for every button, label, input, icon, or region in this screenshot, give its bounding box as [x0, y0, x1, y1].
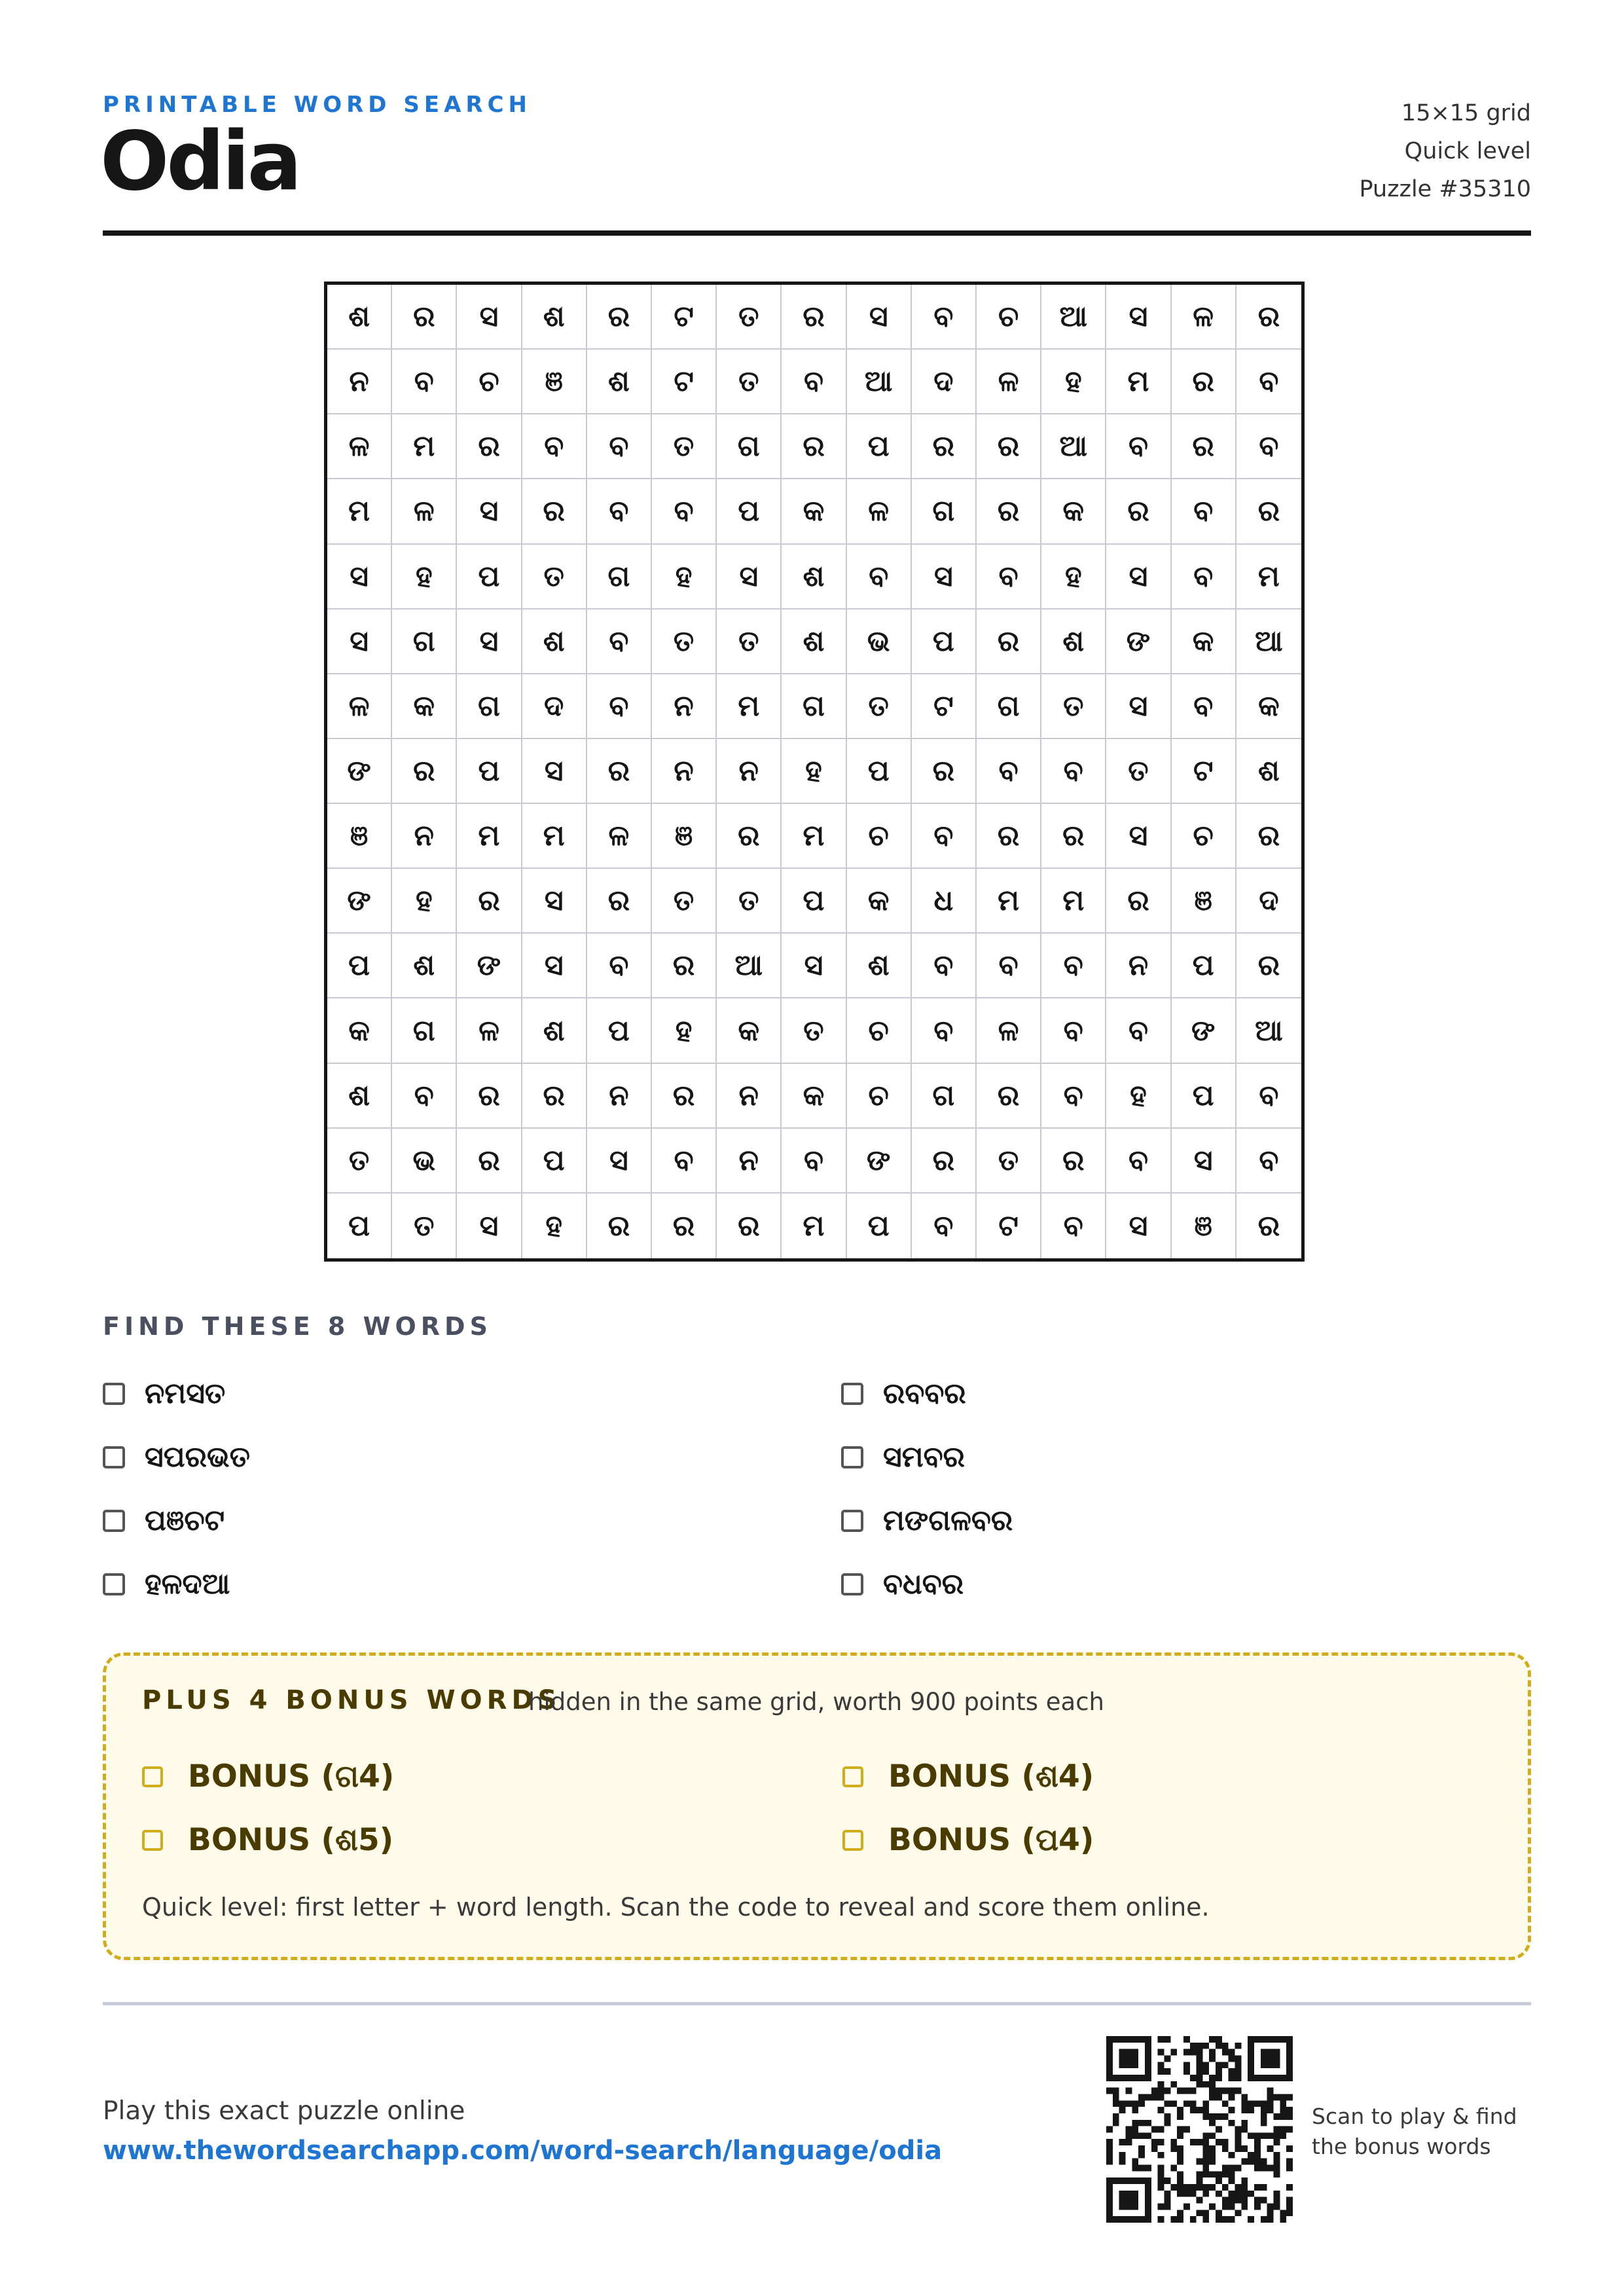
bonus-title: PLUS 4 BONUS WORDS [142, 1685, 562, 1715]
grid-cell[interactable]: ର [652, 1194, 717, 1258]
grid-cell[interactable]: ଳ [392, 479, 457, 544]
grid-cell[interactable]: ସ [1106, 1194, 1171, 1258]
grid-cell[interactable]: ବ [912, 998, 977, 1063]
grid-cell[interactable]: ତ [652, 869, 717, 934]
grid-cell[interactable]: ଶ [327, 285, 392, 350]
play-online-label: Play this exact puzzle online [103, 2096, 465, 2126]
grid-cell[interactable]: ବ [1236, 350, 1301, 414]
grid-cell[interactable]: ଳ [327, 674, 392, 739]
grid-cell[interactable]: ତ [717, 350, 782, 414]
grid-cell[interactable]: ସ [847, 285, 912, 350]
grid-cell[interactable]: ମ [1106, 350, 1171, 414]
grid-cell[interactable]: ସ [1106, 674, 1171, 739]
checkbox-icon[interactable] [841, 1573, 863, 1595]
checkbox-icon[interactable] [103, 1510, 125, 1532]
grid-cell[interactable]: ଶ [522, 998, 587, 1063]
puzzle-meta [1360, 94, 1531, 208]
grid-cell[interactable]: ଟ [912, 674, 977, 739]
grid-cell[interactable]: ପ [847, 739, 912, 804]
word-list-item[interactable] [103, 1489, 841, 1552]
grid-cell[interactable]: ର [1236, 479, 1301, 544]
qr-caption-line-1: Scan to play & find [1312, 2104, 1517, 2129]
grid-cell[interactable]: ଶ [782, 545, 846, 610]
word-label: ବଧବର [883, 1567, 964, 1601]
grid-cell[interactable]: ଚ [847, 998, 912, 1063]
bonus-word-label: BONUS (ଶ4) [888, 1758, 1094, 1795]
grid-cell[interactable]: ବ [587, 674, 652, 739]
grid-cell[interactable]: ଚ [847, 1064, 912, 1129]
grid-cell[interactable]: ସ [912, 545, 977, 610]
grid-cell[interactable]: ଞ [327, 804, 392, 869]
grid-cell[interactable]: ମ [977, 869, 1041, 934]
grid-cell[interactable]: ମ [717, 674, 782, 739]
grid-cell[interactable]: ବ [1041, 934, 1106, 998]
grid-cell[interactable]: ବ [1172, 674, 1236, 739]
grid-cell[interactable]: ପ [327, 934, 392, 998]
find-words-title: FIND THESE 8 WORDS [103, 1312, 492, 1341]
word-label: ମଙଗଳବର [883, 1504, 1013, 1537]
grid-cell[interactable]: କ [1236, 674, 1301, 739]
grid-cell[interactable]: କ [847, 869, 912, 934]
checkbox-icon[interactable] [103, 1573, 125, 1595]
grid-cell[interactable]: ର [1041, 1129, 1106, 1194]
grid-cell[interactable]: ଗ [912, 479, 977, 544]
grid-cell[interactable]: ବ [1106, 1129, 1171, 1194]
grid-cell[interactable]: ନ [717, 1064, 782, 1129]
grid-cell[interactable]: ବ [1236, 1064, 1301, 1129]
checkbox-icon[interactable] [841, 1510, 863, 1532]
word-label: ହଳଦଆ [145, 1567, 230, 1601]
grid-cell[interactable]: ବ [587, 610, 652, 674]
grid-cell[interactable]: ର [1041, 804, 1106, 869]
grid-cell[interactable]: ସ [717, 545, 782, 610]
grid-cell[interactable]: ପ [522, 1129, 587, 1194]
puzzle-url-link[interactable]: www.thewordsearchapp.com/word-search/language/odia [103, 2136, 943, 2166]
grid-cell[interactable]: ର [1106, 479, 1171, 544]
grid-cell[interactable]: ସ [1172, 1129, 1236, 1194]
grid-cell[interactable]: ପ [1172, 1064, 1236, 1129]
grid-cell[interactable]: ର [977, 1064, 1041, 1129]
grid-cell[interactable]: ଦ [912, 350, 977, 414]
grid-cell[interactable]: ଶ [782, 610, 846, 674]
grid-cell[interactable]: ର [457, 1064, 522, 1129]
word-list-item[interactable] [841, 1425, 1531, 1489]
bonus-word-label: BONUS (ଗ4) [188, 1758, 395, 1795]
grid-cell[interactable]: ଳ [457, 998, 522, 1063]
grid-cell[interactable]: ବ [587, 414, 652, 479]
grid-cell[interactable]: ବ [847, 545, 912, 610]
grid-cell[interactable]: ଞ [1172, 869, 1236, 934]
grid-cell[interactable]: ସ [457, 285, 522, 350]
grid-cell[interactable]: ଙ [327, 869, 392, 934]
grid-cell[interactable]: ପ [457, 739, 522, 804]
grid-cell[interactable]: ର [717, 804, 782, 869]
grid-cell[interactable]: ଶ [522, 610, 587, 674]
grid-cell[interactable]: ଞ [1172, 1194, 1236, 1258]
level-label: Quick level [1404, 138, 1531, 164]
grid-cell[interactable]: ର [522, 1064, 587, 1129]
grid-cell[interactable]: ଞ [652, 804, 717, 869]
grid-cell[interactable]: ତ [717, 610, 782, 674]
grid-cell[interactable]: ପ [717, 479, 782, 544]
grid-cell[interactable]: ହ [1041, 350, 1106, 414]
grid-cell[interactable]: ବ [652, 1129, 717, 1194]
grid-cell[interactable]: ଳ [587, 804, 652, 869]
grid-cell[interactable]: ବ [912, 285, 977, 350]
grid-cell[interactable]: ଗ [717, 414, 782, 479]
grid-cell[interactable]: ର [587, 869, 652, 934]
grid-cell[interactable]: କ [782, 1064, 846, 1129]
checkbox-icon[interactable] [103, 1383, 125, 1405]
grid-cell[interactable]: ତ [847, 674, 912, 739]
grid-cell[interactable]: ଙ [1172, 998, 1236, 1063]
word-list-item[interactable] [841, 1362, 1531, 1425]
grid-cell[interactable]: ର [1172, 414, 1236, 479]
grid-cell[interactable]: ଳ [1172, 285, 1236, 350]
word-list-item[interactable] [841, 1552, 1531, 1616]
word-list-item[interactable] [103, 1362, 841, 1425]
grid-cell[interactable]: କ [1172, 610, 1236, 674]
grid-cell[interactable]: ଟ [652, 285, 717, 350]
grid-cell[interactable]: ପ [457, 545, 522, 610]
bonus-word-item[interactable] [142, 1808, 842, 1872]
word-list-item[interactable] [841, 1489, 1531, 1552]
grid-cell[interactable]: ଶ [847, 934, 912, 998]
grid-cell[interactable]: ବ [977, 739, 1041, 804]
grid-cell[interactable]: ବ [912, 934, 977, 998]
grid-cell[interactable]: ହ [1106, 1064, 1171, 1129]
grid-cell[interactable]: ର [587, 1194, 652, 1258]
grid-cell[interactable]: ଚ [1172, 804, 1236, 869]
grid-cell[interactable]: ବ [782, 350, 846, 414]
grid-cell[interactable]: ନ [587, 1064, 652, 1129]
grid-cell[interactable]: ହ [392, 545, 457, 610]
grid-cell[interactable]: ମ [457, 804, 522, 869]
word-label: ସପରଭତ [145, 1440, 250, 1474]
grid-cell[interactable]: ଗ [457, 674, 522, 739]
grid-cell[interactable]: ବ [587, 934, 652, 998]
grid-cell[interactable]: ଟ [652, 350, 717, 414]
grid-cell[interactable]: ଶ [1041, 610, 1106, 674]
bonus-subtitle: hidden in the same grid, worth 900 points each [528, 1688, 1104, 1716]
grid-cell[interactable]: କ [717, 998, 782, 1063]
grid-cell[interactable]: ର [652, 1064, 717, 1129]
grid-cell[interactable]: ହ [652, 998, 717, 1063]
grid-cell[interactable]: ଶ [587, 350, 652, 414]
bonus-word-label: BONUS (ଶ5) [188, 1821, 394, 1858]
grid-cell[interactable]: ର [912, 414, 977, 479]
grid-cell[interactable]: ର [457, 414, 522, 479]
grid-cell[interactable]: ର [1106, 869, 1171, 934]
puzzle-number-label: Puzzle #35310 [1359, 176, 1531, 202]
grid-cell[interactable]: ଆ [717, 934, 782, 998]
grid-cell[interactable]: ଚ [457, 350, 522, 414]
grid-cell[interactable]: ଗ [392, 610, 457, 674]
grid-cell[interactable]: ତ [652, 414, 717, 479]
grid-cell[interactable]: ଦ [522, 674, 587, 739]
grid-cell[interactable]: ଆ [847, 350, 912, 414]
grid-cell[interactable]: ତ [782, 998, 846, 1063]
grid-cell[interactable]: ଶ [1236, 739, 1301, 804]
grid-cell[interactable]: ନ [652, 739, 717, 804]
grid-cell[interactable]: ର [392, 285, 457, 350]
grid-cell[interactable]: ଟ [977, 1194, 1041, 1258]
grid-cell[interactable]: ର [717, 1194, 782, 1258]
qr-caption-line-2: the bonus words [1312, 2134, 1491, 2159]
grid-cell[interactable]: ସ [1106, 545, 1171, 610]
grid-cell[interactable]: ଙ [847, 1129, 912, 1194]
grid-cell[interactable]: ତ [392, 1194, 457, 1258]
grid-cell[interactable]: ର [1236, 934, 1301, 998]
grid-cell[interactable]: ନ [652, 674, 717, 739]
grid-cell[interactable]: ମ [392, 414, 457, 479]
grid-cell[interactable]: ର [587, 739, 652, 804]
grid-cell[interactable]: ର [457, 869, 522, 934]
grid-cell[interactable]: ସ [1106, 285, 1171, 350]
word-list-item[interactable] [103, 1552, 841, 1616]
grid-cell[interactable]: ଳ [327, 414, 392, 479]
grid-cell[interactable]: ମ [782, 1194, 846, 1258]
grid-cell[interactable]: ବ [1236, 1129, 1301, 1194]
grid-cell[interactable]: ଧ [912, 869, 977, 934]
grid-cell[interactable]: ବ [977, 545, 1041, 610]
grid-cell[interactable]: ତ [717, 869, 782, 934]
grid-cell[interactable]: ବ [912, 804, 977, 869]
page-title: Odia [100, 115, 300, 209]
grid-cell[interactable]: ହ [392, 869, 457, 934]
grid-cell[interactable]: ର [652, 934, 717, 998]
grid-cell[interactable]: ନ [392, 804, 457, 869]
grid-cell[interactable]: ର [457, 1129, 522, 1194]
grid-cell[interactable]: ପ [912, 610, 977, 674]
grid-cell[interactable]: କ [327, 998, 392, 1063]
grid-cell[interactable]: ସ [1106, 804, 1171, 869]
grid-cell[interactable]: ତ [717, 285, 782, 350]
grid-cell[interactable]: ର [912, 1129, 977, 1194]
grid-cell[interactable]: ଶ [392, 934, 457, 998]
checkbox-icon[interactable] [142, 1766, 163, 1787]
grid-cell[interactable]: ସ [522, 869, 587, 934]
checkbox-icon[interactable] [142, 1830, 163, 1851]
grid-cell[interactable]: ସ [587, 1129, 652, 1194]
bonus-word-label: BONUS (ପ4) [888, 1821, 1094, 1858]
grid-cell[interactable]: ବ [1236, 414, 1301, 479]
word-list-item[interactable] [103, 1425, 841, 1489]
bonus-word-item[interactable] [142, 1745, 842, 1808]
grid-cell[interactable]: ସ [457, 1194, 522, 1258]
grid-cell[interactable]: ଳ [977, 350, 1041, 414]
word-list [103, 1362, 1531, 1616]
grid-cell[interactable]: ହ [652, 545, 717, 610]
grid-cell[interactable]: ଳ [977, 998, 1041, 1063]
grid-cell[interactable]: ତ [652, 610, 717, 674]
grid-cell[interactable]: ଦ [1236, 869, 1301, 934]
grid-cell[interactable]: ହ [522, 1194, 587, 1258]
word-label: ରବବର [883, 1377, 966, 1410]
qr-code-icon[interactable] [1106, 2036, 1293, 2223]
grid-cell[interactable]: ବ [652, 479, 717, 544]
grid-cell[interactable]: ର [1236, 804, 1301, 869]
letter-grid [324, 282, 1305, 1262]
grid-cell[interactable]: କ [782, 479, 846, 544]
grid-cell[interactable]: ବ [1172, 545, 1236, 610]
grid-cell[interactable]: ର [977, 414, 1041, 479]
grid-cell[interactable]: ବ [1106, 998, 1171, 1063]
word-label: ନମସତ [145, 1377, 226, 1410]
grid-cell[interactable]: ସ [327, 545, 392, 610]
grid-cell[interactable]: ସ [457, 610, 522, 674]
bonus-word-item[interactable] [842, 1745, 1517, 1808]
grid-cell[interactable]: ପ [782, 869, 846, 934]
grid-cell[interactable]: ଗ [912, 1064, 977, 1129]
grid-cell[interactable]: ପ [1172, 934, 1236, 998]
grid-cell[interactable]: ବ [392, 1064, 457, 1129]
grid-cell[interactable]: ତ [1106, 739, 1171, 804]
grid-cell[interactable]: ସ [522, 739, 587, 804]
grid-cell[interactable]: ଗ [392, 998, 457, 1063]
grid-cell[interactable]: ର [977, 610, 1041, 674]
grid-cell[interactable]: ଗ [587, 545, 652, 610]
grid-cell[interactable]: ବ [392, 350, 457, 414]
grid-cell[interactable]: ଞ [522, 350, 587, 414]
grid-cell[interactable]: ପ [847, 414, 912, 479]
grid-cell[interactable]: ଚ [847, 804, 912, 869]
bonus-word-list [142, 1745, 1517, 1872]
grid-cell[interactable]: ର [977, 479, 1041, 544]
grid-cell[interactable]: ଗ [782, 674, 846, 739]
checkbox-icon[interactable] [103, 1446, 125, 1468]
grid-cell[interactable]: ଙ [1106, 610, 1171, 674]
grid-cell[interactable]: କ [392, 674, 457, 739]
grid-cell[interactable]: ଭ [847, 610, 912, 674]
grid-cell[interactable]: ନ [717, 1129, 782, 1194]
grid-cell[interactable]: ତ [327, 1129, 392, 1194]
grid-cell[interactable]: ଙ [327, 739, 392, 804]
grid-cell[interactable]: ବ [1106, 414, 1171, 479]
grid-cell[interactable]: ର [392, 739, 457, 804]
checkbox-icon[interactable] [842, 1830, 863, 1851]
grid-cell[interactable]: ତ [522, 545, 587, 610]
grid-cell[interactable]: ବ [522, 414, 587, 479]
grid-cell[interactable]: ଳ [847, 479, 912, 544]
grid-cell[interactable]: ଭ [392, 1129, 457, 1194]
grid-cell[interactable]: ଗ [977, 674, 1041, 739]
grid-cell[interactable]: ପ [587, 998, 652, 1063]
checkbox-icon[interactable] [842, 1766, 863, 1787]
grid-cell[interactable]: ହ [1041, 545, 1106, 610]
bonus-note: Quick level: first letter + word length. Scan the code to reveal and score them online. [142, 1893, 1210, 1922]
grid-cell[interactable]: ଶ [522, 285, 587, 350]
grid-cell[interactable]: ର [587, 285, 652, 350]
grid-cell[interactable]: ତ [1041, 674, 1106, 739]
grid-cell[interactable]: କ [1041, 479, 1106, 544]
qr-caption [1312, 2102, 1528, 2162]
checkbox-icon[interactable] [841, 1446, 863, 1468]
grid-cell[interactable]: ଚ [977, 285, 1041, 350]
eyebrow-label: PRINTABLE WORD SEARCH [103, 92, 532, 118]
grid-cell[interactable]: ବ [1041, 739, 1106, 804]
word-label: ପଞଚଟ [145, 1504, 225, 1537]
grid-cell[interactable]: ଆ [1236, 610, 1301, 674]
checkbox-icon[interactable] [841, 1383, 863, 1405]
grid-size-label: 15×15 grid [1401, 100, 1531, 126]
grid-cell[interactable]: ଟ [1172, 739, 1236, 804]
grid-cell[interactable]: ସ [457, 479, 522, 544]
grid-cell[interactable]: ର [782, 414, 846, 479]
grid-cell[interactable]: ମ [782, 804, 846, 869]
grid-cell[interactable]: ବ [977, 934, 1041, 998]
grid-cell[interactable]: ବ [1172, 479, 1236, 544]
grid-cell[interactable]: ଙ [457, 934, 522, 998]
grid-cell[interactable]: ସ [522, 934, 587, 998]
grid-cell[interactable]: ର [782, 285, 846, 350]
grid-cell[interactable]: ନ [1106, 934, 1171, 998]
grid-cell[interactable]: ମ [327, 479, 392, 544]
grid-cell[interactable]: ବ [1041, 998, 1106, 1063]
grid-cell[interactable]: ବ [587, 479, 652, 544]
grid-cell[interactable]: ତ [977, 1129, 1041, 1194]
bonus-word-item[interactable] [842, 1808, 1517, 1872]
grid-cell[interactable]: ସ [782, 934, 846, 998]
grid-cell[interactable]: ଶ [327, 1064, 392, 1129]
footer-divider [103, 2002, 1531, 2005]
grid-cell[interactable]: ନ [717, 739, 782, 804]
grid-cell[interactable]: ଆ [1041, 285, 1106, 350]
grid-cell[interactable]: ନ [327, 350, 392, 414]
grid-cell[interactable]: ଆ [1236, 998, 1301, 1063]
grid-cell[interactable]: ବ [912, 1194, 977, 1258]
grid-cell[interactable]: ବ [1041, 1064, 1106, 1129]
header-divider [103, 230, 1531, 236]
grid-cell[interactable]: ବ [1041, 1194, 1106, 1258]
grid-cell[interactable]: ପ [327, 1194, 392, 1258]
grid-cell[interactable]: ସ [327, 610, 392, 674]
grid-cell[interactable]: ର [522, 479, 587, 544]
grid-cell[interactable]: ମ [1041, 869, 1106, 934]
grid-cell[interactable]: ବ [782, 1129, 846, 1194]
grid-cell[interactable]: ର [1236, 285, 1301, 350]
grid-cell[interactable]: ମ [522, 804, 587, 869]
grid-cell[interactable]: ର [1172, 350, 1236, 414]
grid-cell[interactable]: ଆ [1041, 414, 1106, 479]
grid-cell[interactable]: ମ [1236, 545, 1301, 610]
grid-cell[interactable]: ର [977, 804, 1041, 869]
grid-cell[interactable]: ହ [782, 739, 846, 804]
grid-cell[interactable]: ର [912, 739, 977, 804]
grid-cell[interactable]: ର [1257, 1209, 1280, 1243]
grid-cell[interactable]: ପ [847, 1194, 912, 1258]
word-label: ସମବର [883, 1440, 965, 1474]
